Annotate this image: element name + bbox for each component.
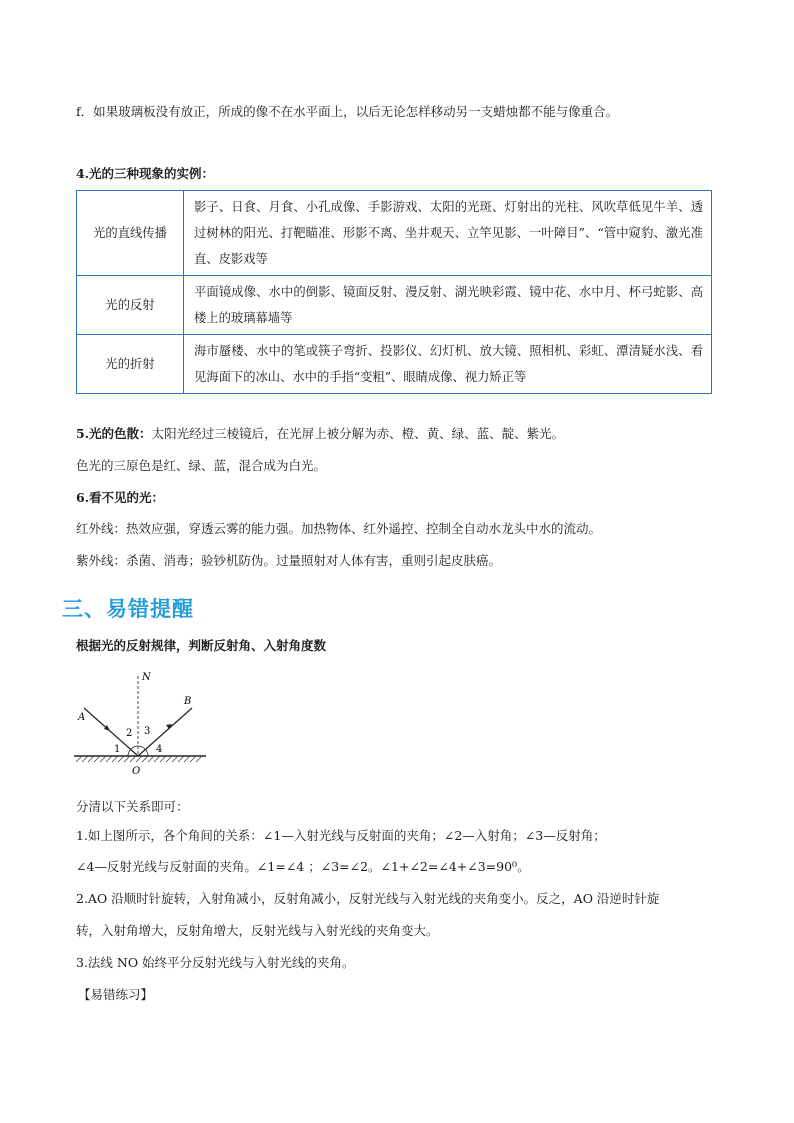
table-row	[77, 335, 712, 394]
table-row-label: 光的折射	[77, 335, 184, 394]
line-2a: 2.AO 沿顺时针旋转，入射角减小，反射角减小，反射光线与入射光线的夹角变小。反之，AO 沿逆时针旋	[76, 891, 660, 906]
paragraph-f: f．如果玻璃板没有放正，所成的像不在水平面上，以后无论怎样移动另一支蜡烛都不能与像重合。	[76, 104, 619, 119]
line-1b: ∠4—反射光线与反射面的夹角。∠1=∠4 ；∠3=∠2。∠1+∠2=∠4+∠3=90⁰。	[76, 859, 530, 874]
phenomena-table	[76, 190, 712, 394]
mirror-hatching	[76, 756, 202, 762]
paragraph-6a: 红外线：热效应强，穿透云雾的能力强。加热物体、红外遥控、控制全自动水龙头中水的流动。	[76, 521, 602, 536]
line-3: 3.法线 NO 始终平分反射光线与入射光线的夹角。	[76, 955, 355, 970]
table-row-text: 影子、日食、月食、小孔成像、手影游戏、太阳的光斑、灯射出的光柱、风吹草低见牛羊、透过树林的阳光、打靶瞄准、形影不离、坐井观天、立竿见影、一叶障目”、“管中窥豹、激光准直、皮影戏等	[184, 191, 712, 276]
label-A: A	[78, 712, 86, 723]
label-angle-3: 3	[144, 726, 151, 737]
line-1a: 1.如上图所示，各个角间的关系：∠1—入射光线与反射面的夹角；∠2—入射角；∠3—反射角；	[76, 828, 606, 843]
table-row-label: 光的反射	[77, 276, 184, 335]
label-angle-4: 4	[156, 744, 163, 755]
heading-5: 5.光的色散：	[76, 426, 152, 441]
reflection-diagram	[70, 668, 220, 780]
practice-label: 【易错练习】	[78, 987, 154, 1002]
table-row	[77, 276, 712, 335]
angle-3-arc	[138, 746, 145, 749]
angle-1-arc	[128, 749, 131, 756]
heading-6: 6.看不见的光：	[76, 490, 165, 505]
table-row-label: 光的直线传播	[77, 191, 184, 276]
table-row	[77, 191, 712, 276]
angle-2-arc	[131, 746, 138, 749]
label-O: O	[132, 766, 141, 777]
paragraph-5	[76, 424, 726, 444]
paragraph-5-text: 太阳光经过三棱镜后，在光屏上被分解为赤、橙、黄、绿、蓝、靛、紫光。	[151, 426, 565, 441]
table-row-text: 平面镜成像、水中的倒影、镜面反射、漫反射、湖光映彩霞、镜中花、水中月、杯弓蛇影、高楼上的玻璃幕墙等	[184, 276, 712, 335]
angle-4-arc	[145, 749, 148, 756]
label-N: N	[142, 672, 151, 683]
paragraph-6b: 紫外线：杀菌、消毒；验钞机防伪。过量照射对人体有害，重则引起皮肤癌。	[76, 553, 502, 568]
line-intro: 分清以下关系即可：	[76, 799, 189, 814]
table-row-text: 海市蜃楼、水中的笔或筷子弯折、投影仪、幻灯机、放大镜、照相机、彩虹、潭清疑水浅、看见海面下的冰山、水中的手指“变粗”、眼睛成像、视力矫正等	[184, 335, 712, 394]
paragraph-5b: 色光的三原色是红、绿、蓝，混合成为白光。	[76, 458, 327, 473]
line-2b: 转，入射角增大，反射角增大，反射光线与入射光线的夹角变大。	[76, 923, 439, 938]
heading-4: 4.光的三种现象的实例：	[76, 166, 215, 181]
label-angle-2: 2	[126, 728, 133, 739]
label-angle-1: 1	[114, 744, 121, 755]
tip-title: 根据光的反射规律，判断反射角、入射角度数	[76, 638, 327, 653]
section-3-title: 三、易错提醒	[62, 597, 194, 621]
label-B: B	[184, 696, 192, 707]
